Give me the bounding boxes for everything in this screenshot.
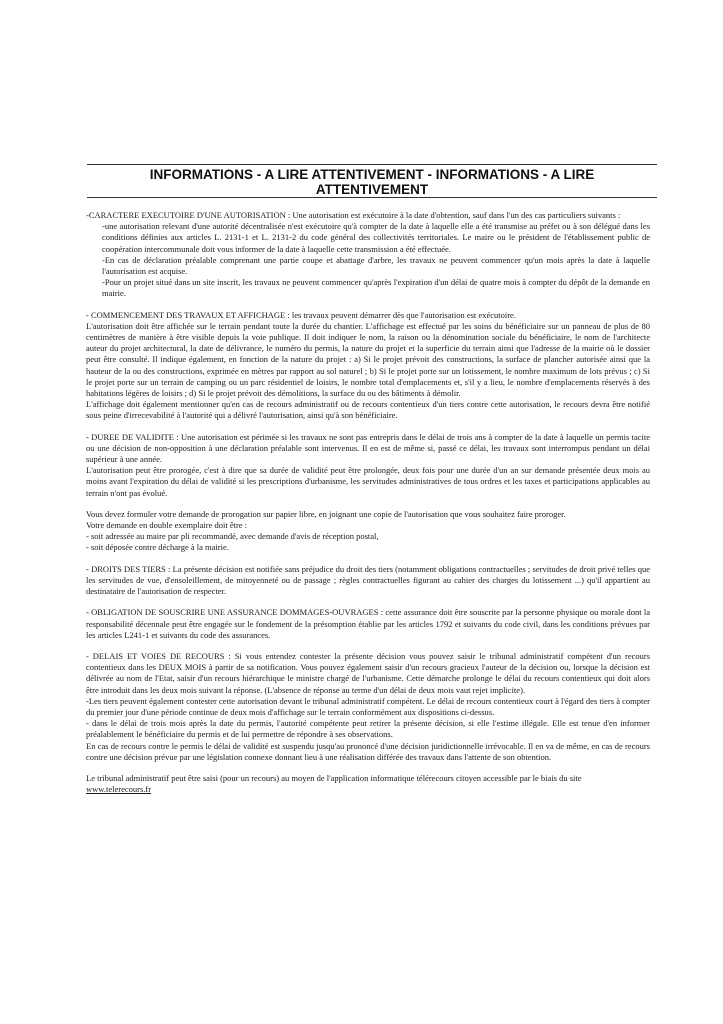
paragraph: L'autorisation doit être affichée sur le terrain pendant toute la durée du chantier. L'affichage est effectué par les soins du bénéficiaire sur un panneau de plus de 80 centimètres de manière à être visible depuis la voie publique. Il doit indiquer le nom, la raison ou la dénomination sociale du bénéficiaire, le nom de l'architecte auteur du projet architectural, la date de délivrance, le numéro du permis, la nature du projet et la superficie du terrain ainsi que l'adresse de la mairie où le dossier peut être consulté. Il indique également, en fonction de la nature du projet : a) Si le projet prévoit des constructions, la surface de plancher autorisée ainsi que la hauteur de la ou des constructions, exprimée en mètres par rapport au sol naturel ; b) Si le projet porte sur un lotissement, le nombre maximum de lots prévus ; c) Si le projet porte sur un terrain de camping ou un parc résidentiel de loisirs, le nombre total d'emplacements et, s'il y a lieu, le nombre d'emplacements réservés à des habitations légères de loisirs ; d) Si le projet prévoit des démolitions, la surface du ou des bâtiments à démolir. (86, 320, 650, 399)
section-assurance (86, 607, 650, 641)
page-title-line-2: ATTENTIVEMENT (315, 182, 429, 197)
paragraph: -En cas de déclaration préalable comprenant une partie coupe et abattage d'arbre, les travaux ne peuvent commencer qu'un mois après la date à laquelle l'autorisation est acquise. (102, 254, 650, 277)
paragraph: - DELAIS ET VOIES DE RECOURS : Si vous entendez contester la présente décision vous pouvez saisir le tribunal administratif compétent d'un recours contentieux dans les DEUX MOIS à partir de sa notification. Vous pouvez également saisir d'un recours gracieux l'auteur de la décision ou, lorsque la décision est délivrée au nom de l'Etat, saisir d'un recours hiérarchique le ministre chargé de l'urbanisme. Cette démarche prolonge le délai du recours contentieux qui doit alors être introduit dans les deux mois suivant la réponse. (L'absence de réponse au terme d'un délai de deux mois vaut rejet implicite). (86, 650, 650, 695)
page-title (87, 167, 657, 197)
section-duree-validite (86, 432, 650, 499)
paragraph: - OBLIGATION DE SOUSCRIRE UNE ASSURANCE DOMMAGES-OUVRAGES : cette assurance doit être souscrite par la personne physique ou morale dont la responsabilité décennale peut être engagée sur le fondement de la présomption établie par les articles 1792 et suivants du code civil, dans les conditions prévues par les articles L241-1 et suivants du code des assurances. (86, 607, 650, 640)
title-bottom-rule (87, 197, 657, 198)
section-commencement-travaux (86, 310, 650, 422)
section-prorogation (86, 509, 650, 554)
telerecours-link[interactable]: www.telerecours.fr (86, 784, 152, 795)
paragraph: -Les tiers peuvent également contester cette autorisation devant le tribunal administratif compétent. Le délai de recours contentieux court à l'égard des tiers à compter du premier jour d'une période continue de deux mois d'affichage sur le terrain conformément aux dispositions ci-dessus. (86, 695, 650, 717)
section-telerecours (86, 773, 650, 795)
title-top-rule (87, 164, 657, 165)
paragraph: -CARACTERE EXECUTOIRE D'UNE AUTORISATION : Une autorisation est exécutoire à la date d'obtention, sauf dans l'un des cas particuliers suivants : (86, 210, 621, 220)
paragraph: L'autorisation peut être prorogée, c'est à dire que sa durée de validité peut être prolongée, deux fois pour une durée d'un an sur demande présentée deux mois au moins avant l'expiration du délai de validité si les prescriptions d'urbanisme, les servitudes administratives de tous ordres et les taxes et participations applicables au terrain n'ont pas évolué. (86, 465, 650, 498)
paragraph: -une autorisation relevant d'une autorité décentralisée n'est exécutoire qu'à compter de la date à laquelle elle a été transmise au préfet ou à son délégué dans les conditions définies aux articles L. 2131-1 et L. 2131-2 du code général des collectivités territoriales. Le maire ou le président de l'établissement public de coopération intercommunale doit vous informer de la date à laquelle cette transmission a été effectuée. (102, 221, 650, 254)
list-item: - soit adressée au maire par pli recommandé, avec demande d'avis de réception postal, (86, 531, 379, 542)
section-droits-tiers (86, 564, 650, 598)
document-body (86, 210, 650, 795)
section-recours (86, 651, 650, 763)
paragraph: L'affichage doit également mentionner qu'en cas de recours administratif ou de recours contentieux d'un tiers contre cette autorisation, le recours devra être notifié sous peine d'irrecevabilité à l'autorité qui a délivré l'autorisation, ainsi qu'à son bénéficiaire. (86, 399, 650, 421)
paragraph: Votre demande en double exemplaire doit être : (86, 520, 248, 531)
paragraph: Vous devez formuler votre demande de prorogation sur papier libre, en joignant une copie de l'autorisation que vous souhaitez faire proroger. (86, 508, 566, 519)
page-title-line-1: INFORMATIONS - A LIRE ATTENTIVEMENT - INFORMATIONS - A LIRE (149, 167, 595, 182)
paragraph: -Pour un projet situé dans un site inscrit, les travaux ne peuvent commencer qu'après l'expiration d'un délai de quatre mois à compter du dépôt de la demande en mairie. (102, 277, 650, 299)
list-item: - soit déposée contre décharge à la mairie. (86, 542, 229, 553)
paragraph: - DUREE DE VALIDITE : Une autorisation est périmée si les travaux ne sont pas entrepris dans le délai de trois ans à compter de la date à laquelle un permis tacite ou une décision de non-opposition à une déclaration préalable sont intervenus. Il en est de même si, passé ce délai, les travaux sont interrompus pendant un délai supérieur à une année. (86, 431, 650, 465)
paragraph: - DROITS DES TIERS : La présente décision est notifiée sans préjudice du droit des tiers (notamment obligations contractuelles ; servitudes de droit privé telles que les servitudes de vue, d'ensoleillement, de mitoyenneté ou de passage ; règles contractuelles figurant au cahier des charges du lotissement ...) qu'il appartient au destinataire de l'autorisation de respecter. (86, 563, 650, 597)
paragraph: Le tribunal administratif peut être saisi (pour un recours) au moyen de l'application informatique télérecours citoyen accessible par le biais du site (86, 772, 582, 783)
paragraph: En cas de recours contre le permis le délai de validité est suspendu jusqu'au prononcé d'une décision juridictionnelle irrévocable. Il en va de même, en cas de recours contre une décision prévue par une législation connexe donnant lieu à une réalisation différée des travaux dans l'attente de son obtention. (86, 740, 650, 762)
paragraph: - dans le délai de trois mois après la date du permis, l'autorité compétente peut retirer la présente décision, si elle l'estime illégale. Elle est tenue d'en informer préalablement le bénéficiaire du permis et de lui permettre de répondre à ses observations. (86, 718, 650, 740)
section-caractere-executoire (86, 210, 650, 300)
paragraph: - COMMENCEMENT DES TRAVAUX ET AFFICHAGE : les travaux peuvent démarrer dès que l'autorisation est exécutoire. (86, 309, 516, 320)
